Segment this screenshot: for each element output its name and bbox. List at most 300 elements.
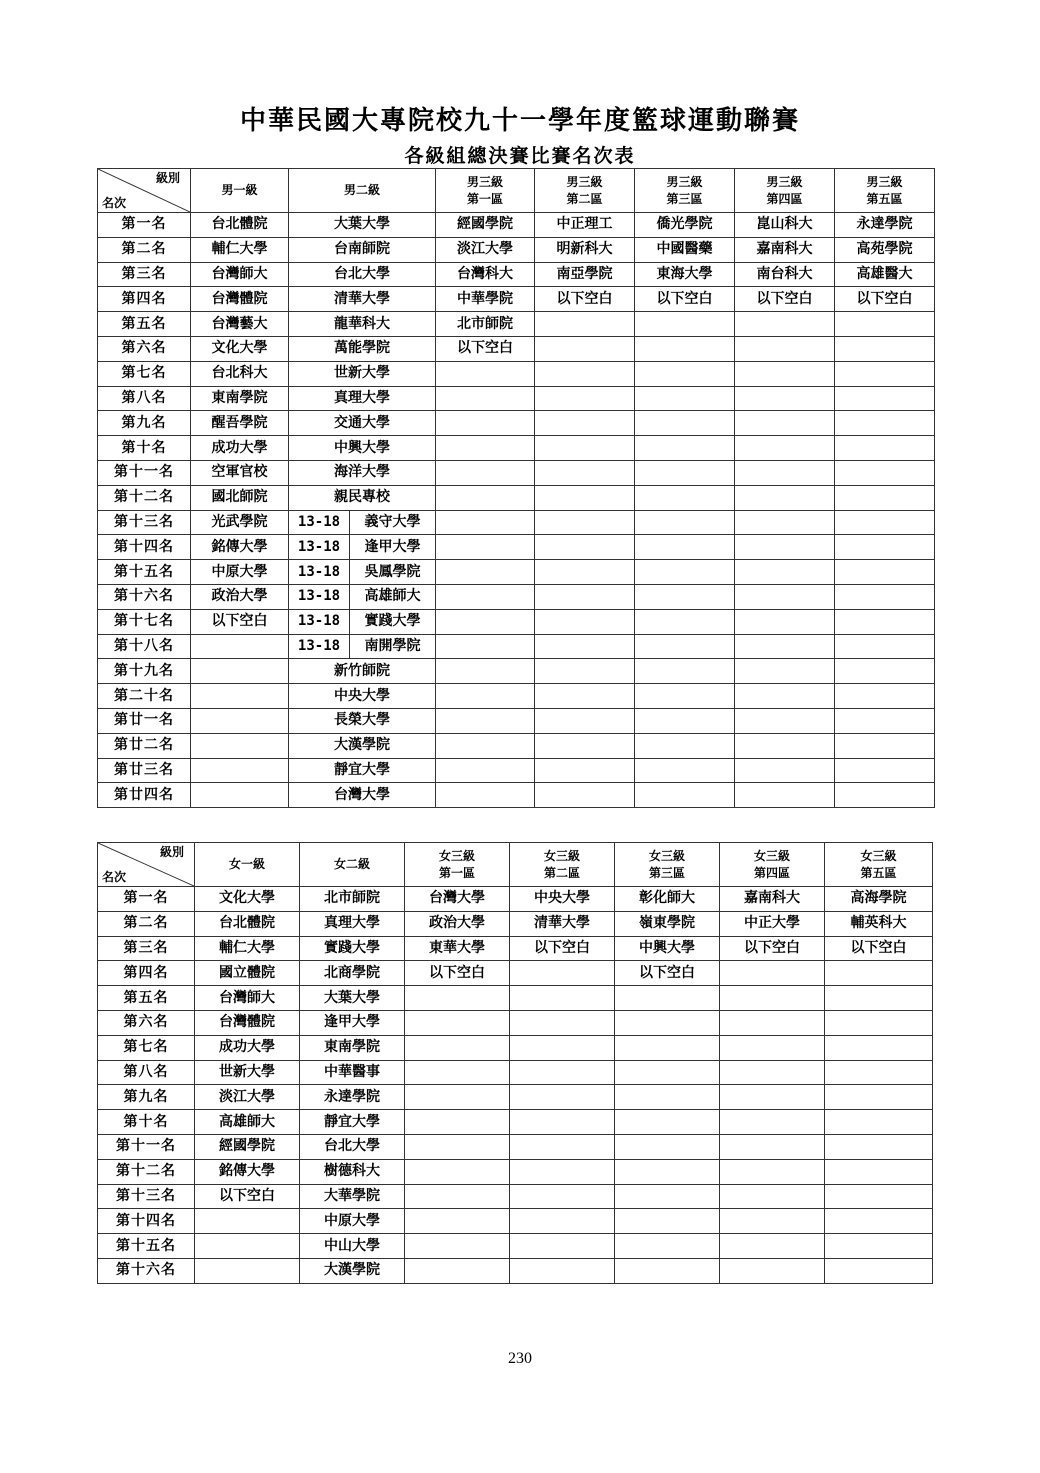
level3-zone5-cell — [825, 1010, 933, 1035]
level2-cell: 靜宜大學 — [289, 758, 436, 783]
level3-zone5-cell — [835, 485, 935, 510]
level1-cell: 東南學院 — [191, 386, 289, 411]
level3-zone4-cell — [720, 1110, 825, 1135]
level3-zone2-cell: 明新科大 — [535, 237, 635, 262]
level1-cell: 文化大學 — [195, 887, 300, 912]
level2-cell: 交通大學 — [289, 411, 436, 436]
level3-zone4-cell — [735, 783, 835, 808]
level3-zone3-cell — [635, 783, 735, 808]
level2-cell: 海洋大學 — [289, 460, 436, 485]
level3-zone3-cell — [615, 1085, 720, 1110]
level3-zone2-cell: 以下空白 — [510, 936, 615, 961]
column-header — [615, 843, 720, 887]
rank-cell: 第五名 — [98, 986, 195, 1011]
level3-zone4-cell — [735, 758, 835, 783]
table-row — [98, 1010, 933, 1035]
level3-zone2-cell — [535, 584, 635, 609]
level3-zone4-cell: 中正大學 — [720, 911, 825, 936]
level3-zone3-cell — [615, 1159, 720, 1184]
column-header-line: 男一級 — [221, 183, 258, 197]
level3-zone5-cell — [835, 560, 935, 585]
level2-cell: 真理大學 — [300, 911, 405, 936]
column-header — [635, 169, 735, 213]
level1-cell — [191, 708, 289, 733]
table-row — [98, 1258, 933, 1283]
level3-zone1-cell: 台灣科大 — [436, 262, 535, 287]
level3-zone4-cell — [735, 485, 835, 510]
rank-cell: 第一名 — [98, 213, 191, 238]
column-header-line: 第三區 — [666, 191, 703, 206]
rank-cell: 第十二名 — [98, 485, 191, 510]
level3-zone4-cell — [720, 1035, 825, 1060]
column-header-line: 第二區 — [566, 191, 603, 206]
level3-zone3-cell — [615, 1258, 720, 1283]
level3-zone5-cell — [835, 535, 935, 560]
level3-zone3-cell — [635, 485, 735, 510]
level3-zone2-cell — [510, 1159, 615, 1184]
level1-cell: 成功大學 — [191, 436, 289, 461]
level3-zone2-cell — [535, 708, 635, 733]
rank-cell: 第十一名 — [98, 1134, 195, 1159]
level3-zone2-cell — [510, 961, 615, 986]
level1-cell: 台灣師大 — [191, 262, 289, 287]
rank-cell: 第廿二名 — [98, 733, 191, 758]
level3-zone2-cell: 以下空白 — [535, 287, 635, 312]
level2-cell: 龍華科大 — [289, 312, 436, 337]
corner-level-label: 級別 — [159, 845, 184, 859]
level3-zone1-cell: 台灣大學 — [405, 887, 510, 912]
level2-cell: 逢甲大學 — [300, 1010, 405, 1035]
column-header-line: 第四區 — [766, 191, 803, 206]
level3-zone2-cell — [535, 535, 635, 560]
level3-zone2-cell — [535, 634, 635, 659]
level3-zone5-cell — [835, 312, 935, 337]
column-header-line: 女三級 — [438, 848, 475, 863]
level3-zone5-cell — [835, 758, 935, 783]
column-header — [436, 169, 535, 213]
table-row — [98, 1035, 933, 1060]
level1-cell — [191, 783, 289, 808]
column-header-line: 第一區 — [467, 191, 504, 206]
level3-zone3-cell — [615, 1134, 720, 1159]
rank-cell: 第十四名 — [98, 1209, 195, 1234]
level2-cell: 樹德科大 — [300, 1159, 405, 1184]
corner-header-cell — [98, 843, 195, 887]
level3-zone1-cell — [405, 1010, 510, 1035]
level3-zone5-cell — [835, 708, 935, 733]
rank-cell: 第六名 — [98, 336, 191, 361]
level3-zone1-cell — [436, 708, 535, 733]
level3-zone1-cell — [436, 634, 535, 659]
level3-zone4-cell — [735, 733, 835, 758]
level3-zone1-cell — [405, 1110, 510, 1135]
level3-zone4-cell — [720, 986, 825, 1011]
table-row — [98, 460, 935, 485]
level3-zone1-cell: 經國學院 — [436, 213, 535, 238]
table-row — [98, 262, 935, 287]
level3-zone3-cell — [615, 1110, 720, 1135]
level2-cell: 長榮大學 — [289, 708, 436, 733]
table-row — [98, 287, 935, 312]
column-header-line: 女一級 — [228, 857, 265, 871]
level2-cell: 大葉大學 — [300, 986, 405, 1011]
level1-cell: 文化大學 — [191, 336, 289, 361]
column-header-line: 第五區 — [866, 191, 903, 206]
corner-rank-label: 名次 — [102, 196, 127, 210]
level2-cell: 北市師院 — [300, 887, 405, 912]
men-results-table — [97, 168, 935, 808]
table-row — [98, 436, 935, 461]
tie-code-cell: 13-18 — [289, 634, 350, 659]
level1-cell: 輔仁大學 — [191, 237, 289, 262]
level3-zone5-cell — [825, 986, 933, 1011]
level3-zone4-cell — [735, 510, 835, 535]
level2-cell: 親民專校 — [289, 485, 436, 510]
level2-cell: 南開學院 — [350, 634, 436, 659]
level3-zone2-cell: 南亞學院 — [535, 262, 635, 287]
table-row — [98, 733, 935, 758]
level3-zone5-cell — [825, 1110, 933, 1135]
level3-zone5-cell: 高海學院 — [825, 887, 933, 912]
rank-cell: 第十六名 — [98, 584, 191, 609]
level1-cell — [191, 684, 289, 709]
level3-zone5-cell — [835, 386, 935, 411]
level2-cell: 大漢學院 — [300, 1258, 405, 1283]
tie-code-cell: 13-18 — [289, 510, 350, 535]
level3-zone1-cell — [405, 1258, 510, 1283]
level3-zone1-cell — [405, 1134, 510, 1159]
level3-zone5-cell: 以下空白 — [825, 936, 933, 961]
corner-rank-label: 名次 — [102, 870, 127, 884]
level2-cell: 大漢學院 — [289, 733, 436, 758]
level3-zone1-cell: 政治大學 — [405, 911, 510, 936]
level3-zone5-cell — [825, 1060, 933, 1085]
level3-zone5-cell — [835, 634, 935, 659]
level3-zone2-cell — [535, 460, 635, 485]
column-header-line: 男三級 — [467, 174, 504, 189]
level3-zone4-cell — [720, 1209, 825, 1234]
level3-zone5-cell — [835, 584, 935, 609]
level3-zone3-cell — [635, 460, 735, 485]
level3-zone4-cell — [735, 584, 835, 609]
level1-cell: 國北師院 — [191, 485, 289, 510]
level1-cell: 空軍官校 — [191, 460, 289, 485]
level3-zone1-cell: 以下空白 — [436, 336, 535, 361]
rank-cell: 第三名 — [98, 936, 195, 961]
level3-zone4-cell — [735, 560, 835, 585]
table-row — [98, 1234, 933, 1259]
level3-zone1-cell — [405, 1159, 510, 1184]
level3-zone4-cell — [735, 336, 835, 361]
level3-zone5-cell — [825, 1159, 933, 1184]
level2-cell: 實踐大學 — [300, 936, 405, 961]
rank-cell: 第二十名 — [98, 684, 191, 709]
level3-zone3-cell — [635, 510, 735, 535]
level3-zone2-cell — [535, 361, 635, 386]
level3-zone1-cell: 北市師院 — [436, 312, 535, 337]
level3-zone2-cell — [535, 336, 635, 361]
level3-zone4-cell — [735, 634, 835, 659]
level3-zone3-cell — [635, 336, 735, 361]
rank-cell: 第九名 — [98, 1085, 195, 1110]
column-header — [735, 169, 835, 213]
level3-zone3-cell — [615, 1060, 720, 1085]
rank-cell: 第十三名 — [98, 1184, 195, 1209]
level3-zone3-cell — [635, 758, 735, 783]
table-row — [98, 336, 935, 361]
level3-zone1-cell — [405, 1234, 510, 1259]
level3-zone5-cell — [835, 361, 935, 386]
level1-cell — [195, 1209, 300, 1234]
level3-zone1-cell — [405, 986, 510, 1011]
level2-cell: 靜宜大學 — [300, 1110, 405, 1135]
level3-zone1-cell — [405, 1060, 510, 1085]
level3-zone4-cell: 嘉南科大 — [735, 237, 835, 262]
level3-zone2-cell — [535, 312, 635, 337]
level1-cell — [191, 733, 289, 758]
level2-cell: 大華學院 — [300, 1184, 405, 1209]
level3-zone5-cell — [835, 436, 935, 461]
level3-zone3-cell: 彰化師大 — [615, 887, 720, 912]
level1-cell: 世新大學 — [195, 1060, 300, 1085]
level3-zone4-cell — [735, 411, 835, 436]
rank-cell: 第十一名 — [98, 460, 191, 485]
table-row — [98, 560, 935, 585]
level3-zone3-cell — [635, 634, 735, 659]
level3-zone1-cell — [436, 510, 535, 535]
level3-zone3-cell: 東海大學 — [635, 262, 735, 287]
level3-zone2-cell — [535, 733, 635, 758]
level3-zone2-cell — [535, 560, 635, 585]
column-header-line: 女二級 — [333, 857, 370, 871]
page-title: 中華民國大專院校九十一學年度籃球運動聯賽 — [239, 106, 800, 136]
level1-cell: 台北體院 — [195, 911, 300, 936]
level2-cell: 中興大學 — [289, 436, 436, 461]
level2-cell: 台南師院 — [289, 237, 436, 262]
column-header — [300, 843, 405, 887]
table-row — [98, 1110, 933, 1135]
rank-cell: 第廿四名 — [98, 783, 191, 808]
level3-zone4-cell — [735, 436, 835, 461]
level3-zone2-cell — [535, 783, 635, 808]
level3-zone2-cell — [535, 485, 635, 510]
level3-zone2-cell: 中央大學 — [510, 887, 615, 912]
level3-zone3-cell — [635, 708, 735, 733]
column-header-line: 女三級 — [753, 848, 790, 863]
level3-zone5-cell — [835, 411, 935, 436]
level3-zone2-cell — [510, 1060, 615, 1085]
column-header-line: 男三級 — [866, 174, 903, 189]
level3-zone2-cell — [510, 1184, 615, 1209]
level3-zone1-cell — [436, 733, 535, 758]
rank-cell: 第七名 — [98, 1035, 195, 1060]
level3-zone1-cell: 以下空白 — [405, 961, 510, 986]
level3-zone1-cell — [436, 783, 535, 808]
level3-zone1-cell — [436, 684, 535, 709]
level1-cell: 台灣師大 — [195, 986, 300, 1011]
level3-zone5-cell: 以下空白 — [835, 287, 935, 312]
level2-cell: 中原大學 — [300, 1209, 405, 1234]
level1-cell: 銘傳大學 — [195, 1159, 300, 1184]
level3-zone4-cell — [735, 535, 835, 560]
level3-zone5-cell — [835, 609, 935, 634]
level3-zone3-cell — [635, 436, 735, 461]
tie-code-cell: 13-18 — [289, 560, 350, 585]
level2-cell: 台北大學 — [300, 1134, 405, 1159]
level3-zone4-cell: 崑山科大 — [735, 213, 835, 238]
level3-zone2-cell — [535, 386, 635, 411]
level2-cell: 北商學院 — [300, 961, 405, 986]
level3-zone3-cell — [615, 986, 720, 1011]
table-row — [98, 386, 935, 411]
level3-zone4-cell — [720, 961, 825, 986]
level3-zone4-cell — [720, 1159, 825, 1184]
level3-zone3-cell — [635, 684, 735, 709]
level3-zone4-cell — [735, 708, 835, 733]
column-header — [405, 843, 510, 887]
rank-cell: 第十名 — [98, 436, 191, 461]
level3-zone5-cell — [835, 684, 935, 709]
rank-cell: 第十七名 — [98, 609, 191, 634]
rank-cell: 第十八名 — [98, 634, 191, 659]
table-row — [98, 609, 935, 634]
rank-cell: 第五名 — [98, 312, 191, 337]
level3-zone1-cell — [436, 436, 535, 461]
level3-zone3-cell — [615, 1209, 720, 1234]
level3-zone1-cell — [436, 411, 535, 436]
level3-zone3-cell — [635, 535, 735, 560]
rank-cell: 第十二名 — [98, 1159, 195, 1184]
level3-zone5-cell — [835, 510, 935, 535]
level3-zone4-cell — [720, 1134, 825, 1159]
level3-zone5-cell — [825, 961, 933, 986]
level3-zone5-cell — [825, 1134, 933, 1159]
rank-cell: 第二名 — [98, 911, 195, 936]
column-header — [510, 843, 615, 887]
rank-cell: 第十三名 — [98, 510, 191, 535]
tie-code-cell: 13-18 — [289, 609, 350, 634]
level2-cell: 新竹師院 — [289, 659, 436, 684]
women-results-table — [97, 842, 933, 1284]
level1-cell: 經國學院 — [195, 1134, 300, 1159]
level2-cell: 中華醫事 — [300, 1060, 405, 1085]
level1-cell: 中原大學 — [191, 560, 289, 585]
level3-zone1-cell — [436, 485, 535, 510]
level2-cell: 中山大學 — [300, 1234, 405, 1259]
level2-cell: 高雄師大 — [350, 584, 436, 609]
level3-zone1-cell — [436, 584, 535, 609]
table-row — [98, 1184, 933, 1209]
level1-cell — [195, 1258, 300, 1283]
column-header — [535, 169, 635, 213]
level3-zone3-cell: 中興大學 — [615, 936, 720, 961]
rank-cell: 第八名 — [98, 1060, 195, 1085]
level3-zone2-cell — [510, 1134, 615, 1159]
corner-level-label: 級別 — [155, 171, 180, 185]
level3-zone5-cell — [835, 336, 935, 361]
page-subtitle: 各級組總決賽比賽名次表 — [404, 145, 636, 167]
level3-zone1-cell — [436, 460, 535, 485]
level3-zone4-cell — [735, 312, 835, 337]
rank-cell: 第七名 — [98, 361, 191, 386]
level2-cell: 逢甲大學 — [350, 535, 436, 560]
level3-zone3-cell — [635, 609, 735, 634]
level3-zone1-cell — [405, 1184, 510, 1209]
level3-zone3-cell: 以下空白 — [615, 961, 720, 986]
level1-cell: 銘傳大學 — [191, 535, 289, 560]
level3-zone2-cell — [535, 684, 635, 709]
level3-zone2-cell: 清華大學 — [510, 911, 615, 936]
level2-cell: 永達學院 — [300, 1085, 405, 1110]
level3-zone4-cell — [735, 659, 835, 684]
level3-zone4-cell — [735, 684, 835, 709]
table-row — [98, 659, 935, 684]
level3-zone3-cell — [635, 411, 735, 436]
level3-zone3-cell — [615, 1234, 720, 1259]
level3-zone3-cell — [635, 560, 735, 585]
level3-zone3-cell: 嶺東學院 — [615, 911, 720, 936]
level2-cell: 東南學院 — [300, 1035, 405, 1060]
level3-zone2-cell — [510, 1258, 615, 1283]
column-header — [720, 843, 825, 887]
level3-zone4-cell: 以下空白 — [720, 936, 825, 961]
corner-header-cell — [98, 169, 191, 213]
level3-zone4-cell — [735, 609, 835, 634]
level3-zone2-cell — [510, 1085, 615, 1110]
table-row — [98, 535, 935, 560]
table-row — [98, 708, 935, 733]
level3-zone1-cell: 中華學院 — [436, 287, 535, 312]
level3-zone5-cell — [835, 783, 935, 808]
table-row — [98, 961, 933, 986]
rank-cell: 第十四名 — [98, 535, 191, 560]
level3-zone3-cell — [635, 312, 735, 337]
rank-cell: 第十六名 — [98, 1258, 195, 1283]
tie-code-cell: 13-18 — [289, 584, 350, 609]
level3-zone2-cell — [510, 1234, 615, 1259]
table-row — [98, 1085, 933, 1110]
level1-cell — [191, 659, 289, 684]
level3-zone3-cell — [615, 1010, 720, 1035]
level3-zone3-cell: 中國醫藥 — [635, 237, 735, 262]
level1-cell: 台北體院 — [191, 213, 289, 238]
table-row — [98, 758, 935, 783]
table-row — [98, 1209, 933, 1234]
level1-cell: 台灣體院 — [195, 1010, 300, 1035]
level3-zone4-cell: 以下空白 — [735, 287, 835, 312]
level1-cell: 醒吾學院 — [191, 411, 289, 436]
rank-cell: 第廿一名 — [98, 708, 191, 733]
level1-cell: 台灣體院 — [191, 287, 289, 312]
rank-cell: 第一名 — [98, 887, 195, 912]
level3-zone2-cell — [510, 1110, 615, 1135]
rank-cell: 第六名 — [98, 1010, 195, 1035]
level3-zone2-cell: 中正理工 — [535, 213, 635, 238]
level3-zone3-cell — [635, 361, 735, 386]
level3-zone4-cell — [735, 460, 835, 485]
level3-zone3-cell — [635, 584, 735, 609]
level3-zone3-cell — [635, 386, 735, 411]
level3-zone5-cell — [825, 1035, 933, 1060]
table-row — [98, 411, 935, 436]
table-row — [98, 684, 935, 709]
column-header-line: 女三級 — [543, 848, 580, 863]
level3-zone2-cell — [510, 1010, 615, 1035]
men-header-row — [98, 169, 935, 213]
level3-zone2-cell — [535, 659, 635, 684]
level3-zone3-cell — [635, 733, 735, 758]
level1-cell: 台北科大 — [191, 361, 289, 386]
